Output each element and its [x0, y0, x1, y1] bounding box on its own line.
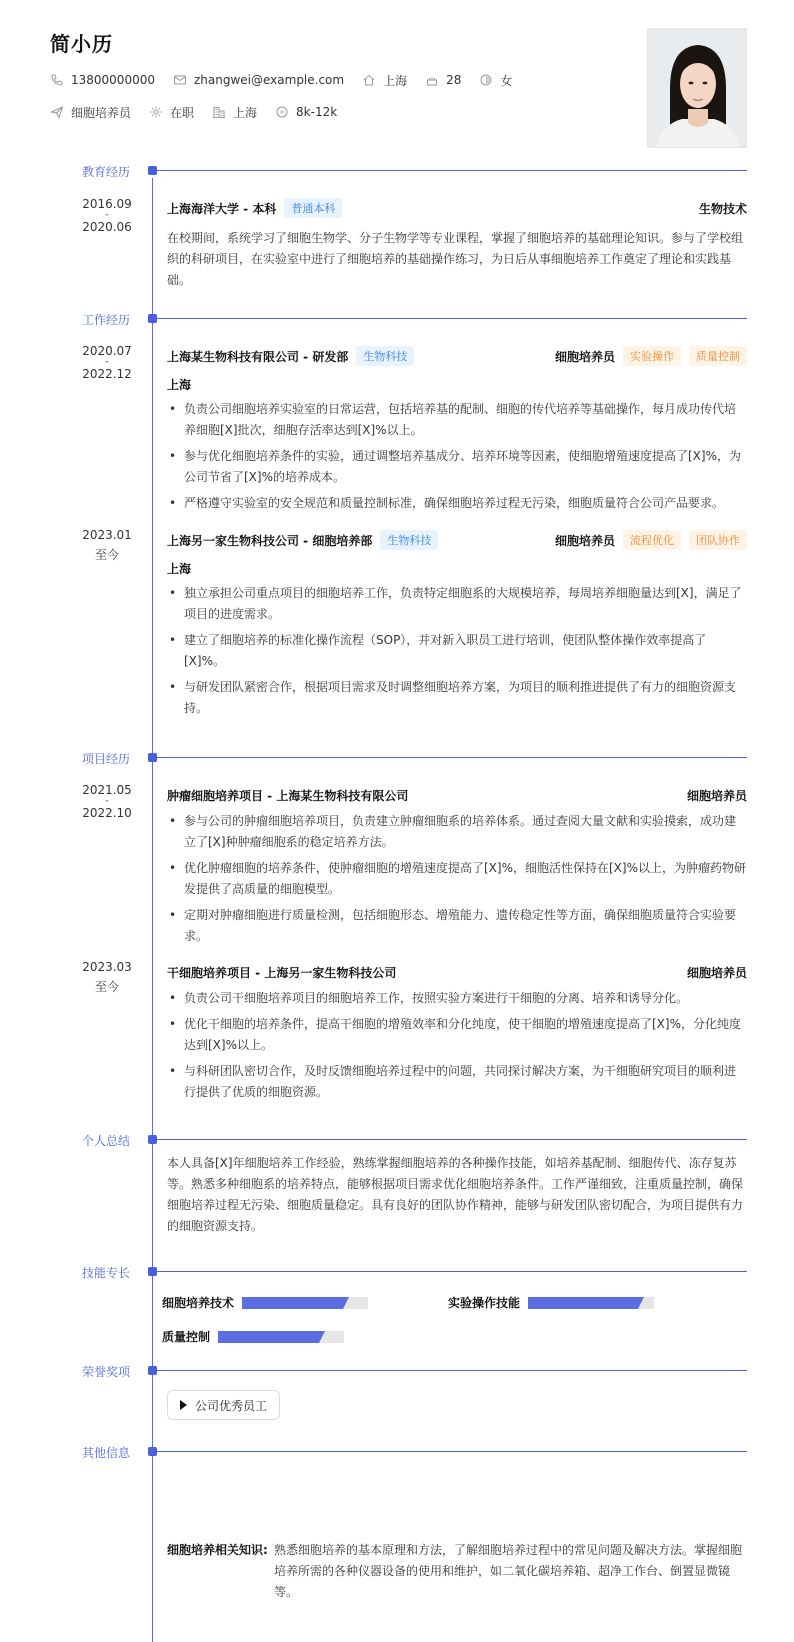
section-divider	[157, 757, 747, 758]
industry-tag: 生物科技	[380, 530, 438, 550]
work-city: 上海	[167, 562, 192, 576]
date-dash: -	[105, 357, 109, 367]
project-entry-2	[167, 962, 747, 1103]
timeline-dot	[148, 1366, 157, 1375]
date-start: 2023.01	[82, 528, 132, 542]
project-title: 干细胞培养项目 - 上海另一家生物科技公司	[167, 965, 397, 980]
portrait-photo	[648, 29, 747, 148]
section-title-other: 其他信息	[82, 1446, 131, 1460]
award-item-button[interactable]	[167, 1390, 280, 1420]
section-title-work: 工作经历	[82, 313, 131, 327]
skill-fill	[242, 1297, 343, 1309]
job-icon	[50, 105, 64, 119]
salary-text: 8k-12k	[296, 105, 338, 119]
list-item: • 与研发团队紧密合作，根据项目需求及时调整细胞培养方案，为项目的顺利推进提供了有力的细胞资源支持。	[167, 677, 747, 719]
section-divider	[157, 170, 747, 171]
timeline-dot	[148, 1135, 157, 1144]
skill-bar	[528, 1297, 654, 1309]
entry-head	[167, 785, 747, 805]
phone-text: 13800000000	[71, 73, 155, 87]
list-item: • 参与公司的肿瘤细胞培养项目，负责建立肿瘤细胞系的培养体系。通过查阅大量文献和实验摸索，成功建立了[X]种肿瘤细胞系的稳定培养方法。	[167, 811, 747, 853]
work-date-2	[72, 528, 142, 562]
city-text: 上海	[233, 105, 258, 120]
skill-fill	[528, 1297, 638, 1309]
timeline-dot	[148, 1447, 157, 1456]
major: 生物技术	[698, 201, 747, 216]
list-item: • 定期对肿瘤细胞进行质量检测，包括细胞形态、增殖能力、遗传稳定性等方面，确保细胞质量符合实验要求。	[167, 905, 747, 947]
timeline-dot	[148, 1267, 157, 1276]
email-item	[173, 73, 344, 87]
project-date-2	[72, 960, 142, 994]
section-title-projects: 项目经历	[82, 752, 131, 766]
section-title-summary: 个人总结	[82, 1134, 131, 1148]
gender-item	[479, 72, 512, 89]
job-text: 细胞培养员	[71, 105, 132, 120]
section-divider	[157, 1370, 747, 1371]
salary-item	[275, 105, 337, 119]
location-text: 上海	[383, 73, 408, 88]
timeline-line	[152, 178, 153, 1642]
gender-icon	[479, 73, 493, 87]
award-label: 公司优秀员工	[195, 1398, 268, 1413]
other-info	[167, 1540, 747, 1603]
status-icon	[149, 105, 163, 119]
list-item: • 负责公司干细胞培养项目的细胞培养工作，按照实验方案进行干细胞的分离、培养和诱导分化。	[167, 988, 747, 1009]
other-text: 熟悉细胞培养的基本原理和方法，了解细胞培养过程中的常见问题及解决方法。掌握细胞培养所需的各种仪器设备的使用和维护，如二氧化碳培养箱、超净工作台、倒置显微镜等。	[274, 1543, 743, 1599]
skill-bar	[242, 1297, 368, 1309]
entry-head	[167, 198, 747, 218]
list-item: • 优化干细胞的培养条件，提高干细胞的增殖效率和分化纯度，使干细胞的增殖速度提高了[X]%，分化纯度达到[X]%以上。	[167, 1014, 747, 1056]
skill-tag: 团队协作	[689, 530, 747, 550]
section-divider	[157, 1271, 747, 1272]
work-city: 上海	[167, 378, 192, 392]
skill-tag: 流程优化	[623, 530, 681, 550]
job-role: 细胞培养员	[554, 533, 615, 548]
work-entry-1	[167, 346, 747, 514]
education-date	[72, 197, 142, 234]
list-item: • 独立承担公司重点项目的细胞培养工作，负责特定细胞系的大规模培养，每周培养细胞量达到[X]，满足了项目的进度需求。	[167, 583, 747, 625]
list-item: • 参与优化细胞培养条件的实验，通过调整培养基成分、培养环境等因素，使细胞增殖速度提高了[X]%，为公司节省了[X]%的培养成本。	[167, 446, 747, 488]
skill-fill	[218, 1331, 319, 1343]
section-title-education: 教育经历	[82, 165, 131, 179]
skill-item	[448, 1294, 654, 1311]
status-text: 在职	[170, 105, 195, 120]
project-role: 细胞培养员	[686, 965, 747, 980]
home-icon	[362, 73, 376, 87]
project-bullets	[167, 988, 747, 1103]
date-dash: -	[105, 210, 109, 220]
skill-item	[162, 1328, 344, 1345]
contact-row	[50, 71, 610, 89]
section-title-skills: 技能专长	[82, 1266, 131, 1280]
date-start: 2016.09	[82, 197, 132, 211]
work-bullets	[167, 399, 747, 514]
list-item: • 负责公司细胞培养实验室的日常运营，包括培养基的配制、细胞的传代培养等基础操作，每月成功传代培养细胞[X]批次，细胞存活率达到[X]%以上。	[167, 399, 747, 441]
email-text: zhangwei@example.com	[193, 73, 345, 87]
date-end: 2022.10	[82, 806, 132, 820]
section-title-awards: 荣誉奖项	[82, 1365, 131, 1379]
resume-header	[50, 28, 610, 121]
skill-item	[162, 1294, 368, 1311]
date-start: 2023.03	[82, 960, 132, 974]
education-description: 在校期间，系统学习了细胞生物学、分子生物学等专业课程，掌握了细胞培养的基础理论知识。参与了学校组织的科研项目，在实验室中进行了细胞培养的基础操作练习，为日后从事细胞培养工作奠定了理论和实践基础。	[167, 231, 744, 287]
skill-tag: 实验操作	[623, 346, 681, 366]
project-role: 细胞培养员	[686, 788, 747, 803]
date-end: 2020.06	[82, 220, 132, 234]
email-icon	[173, 73, 187, 87]
age-item	[425, 73, 461, 87]
city-icon	[212, 105, 226, 119]
project-title: 肿瘤细胞培养项目 - 上海某生物科技有限公司	[167, 788, 409, 803]
status-item	[149, 104, 194, 121]
timeline-dot	[148, 314, 157, 323]
section-divider	[157, 1139, 747, 1140]
salary-icon	[275, 105, 289, 119]
project-entry-1	[167, 785, 747, 947]
phone-item	[50, 73, 155, 87]
list-item: • 严格遵守实验室的安全规范和质量控制标准，确保细胞培养过程无污染，细胞质量符合公司产品要求。	[167, 493, 747, 514]
date-start: 2021.05	[82, 783, 132, 797]
date-end: 至今	[94, 980, 119, 994]
work-bullets	[167, 583, 747, 719]
list-item: • 与科研团队密切合作，及时反馈细胞培养过程中的问题，共同探讨解决方案，为干细胞研究项目的顺利进行提供了优质的细胞资源。	[167, 1061, 747, 1103]
gender-text: 女	[500, 73, 513, 88]
summary-text: 本人具备[X]年细胞培养工作经验，熟练掌握细胞培养的各种操作技能，如培养基配制、细胞传代、冻存复苏等。熟悉多种细胞系的培养特点，能够根据项目需求优化细胞培养条件。工作严谨细致，注重质量控制，确保细胞培养过程无污染、细胞质量稳定。具有良好的团队协作精神，能够与研发团队密切配合，为项目提供有力的细胞资源支持。	[167, 1156, 744, 1233]
date-start: 2020.07	[82, 344, 132, 358]
section-divider	[157, 318, 747, 319]
job-item	[50, 104, 131, 121]
company-name: 上海某生物科技有限公司 - 研发部	[167, 349, 349, 364]
play-icon	[180, 1400, 187, 1410]
other-label: 细胞培养相关知识:	[167, 1543, 268, 1557]
school-name: 上海海洋大学 - 本科	[167, 201, 277, 216]
summary-entry	[167, 1153, 747, 1237]
job-role: 细胞培养员	[554, 349, 615, 364]
work-entry-2	[167, 530, 747, 719]
avatar	[647, 28, 747, 148]
entry-head	[167, 530, 747, 550]
skill-tag: 质量控制	[689, 346, 747, 366]
skill-name: 细胞培养技术	[162, 1296, 235, 1310]
list-item: • 建立了细胞培养的标准化操作流程（SOP），并对新入职员工进行培训，使团队整体操作效率提高了[X]%。	[167, 630, 747, 672]
degree-tag: 普通本科	[284, 198, 342, 218]
section-divider	[157, 1451, 747, 1452]
resume-name: 简小历	[50, 32, 113, 56]
timeline-dot	[148, 753, 157, 762]
work-date-1	[72, 344, 142, 381]
phone-icon	[50, 73, 64, 87]
date-dash: -	[105, 796, 109, 806]
timeline-dot	[148, 166, 157, 175]
skill-bar	[218, 1331, 344, 1343]
entry-head	[167, 962, 747, 982]
age-text: 28	[446, 73, 462, 87]
entry-head	[167, 346, 747, 366]
date-end: 至今	[94, 548, 119, 562]
intent-row	[50, 103, 610, 121]
project-date-1	[72, 783, 142, 820]
location-item	[362, 72, 407, 89]
age-icon	[425, 73, 439, 87]
project-bullets	[167, 811, 747, 947]
skill-name: 质量控制	[162, 1330, 211, 1344]
date-end: 2022.12	[82, 367, 132, 381]
education-entry	[167, 198, 747, 291]
city-item	[212, 104, 257, 121]
list-item: • 优化肿瘤细胞的培养条件，使肿瘤细胞的增殖速度提高了[X]%，细胞活性保持在[X]%以上，为肿瘤药物研发提供了高质量的细胞模型。	[167, 858, 747, 900]
skill-name: 实验操作技能	[448, 1296, 521, 1310]
company-name: 上海另一家生物科技公司 - 细胞培养部	[167, 533, 373, 548]
industry-tag: 生物科技	[356, 346, 414, 366]
